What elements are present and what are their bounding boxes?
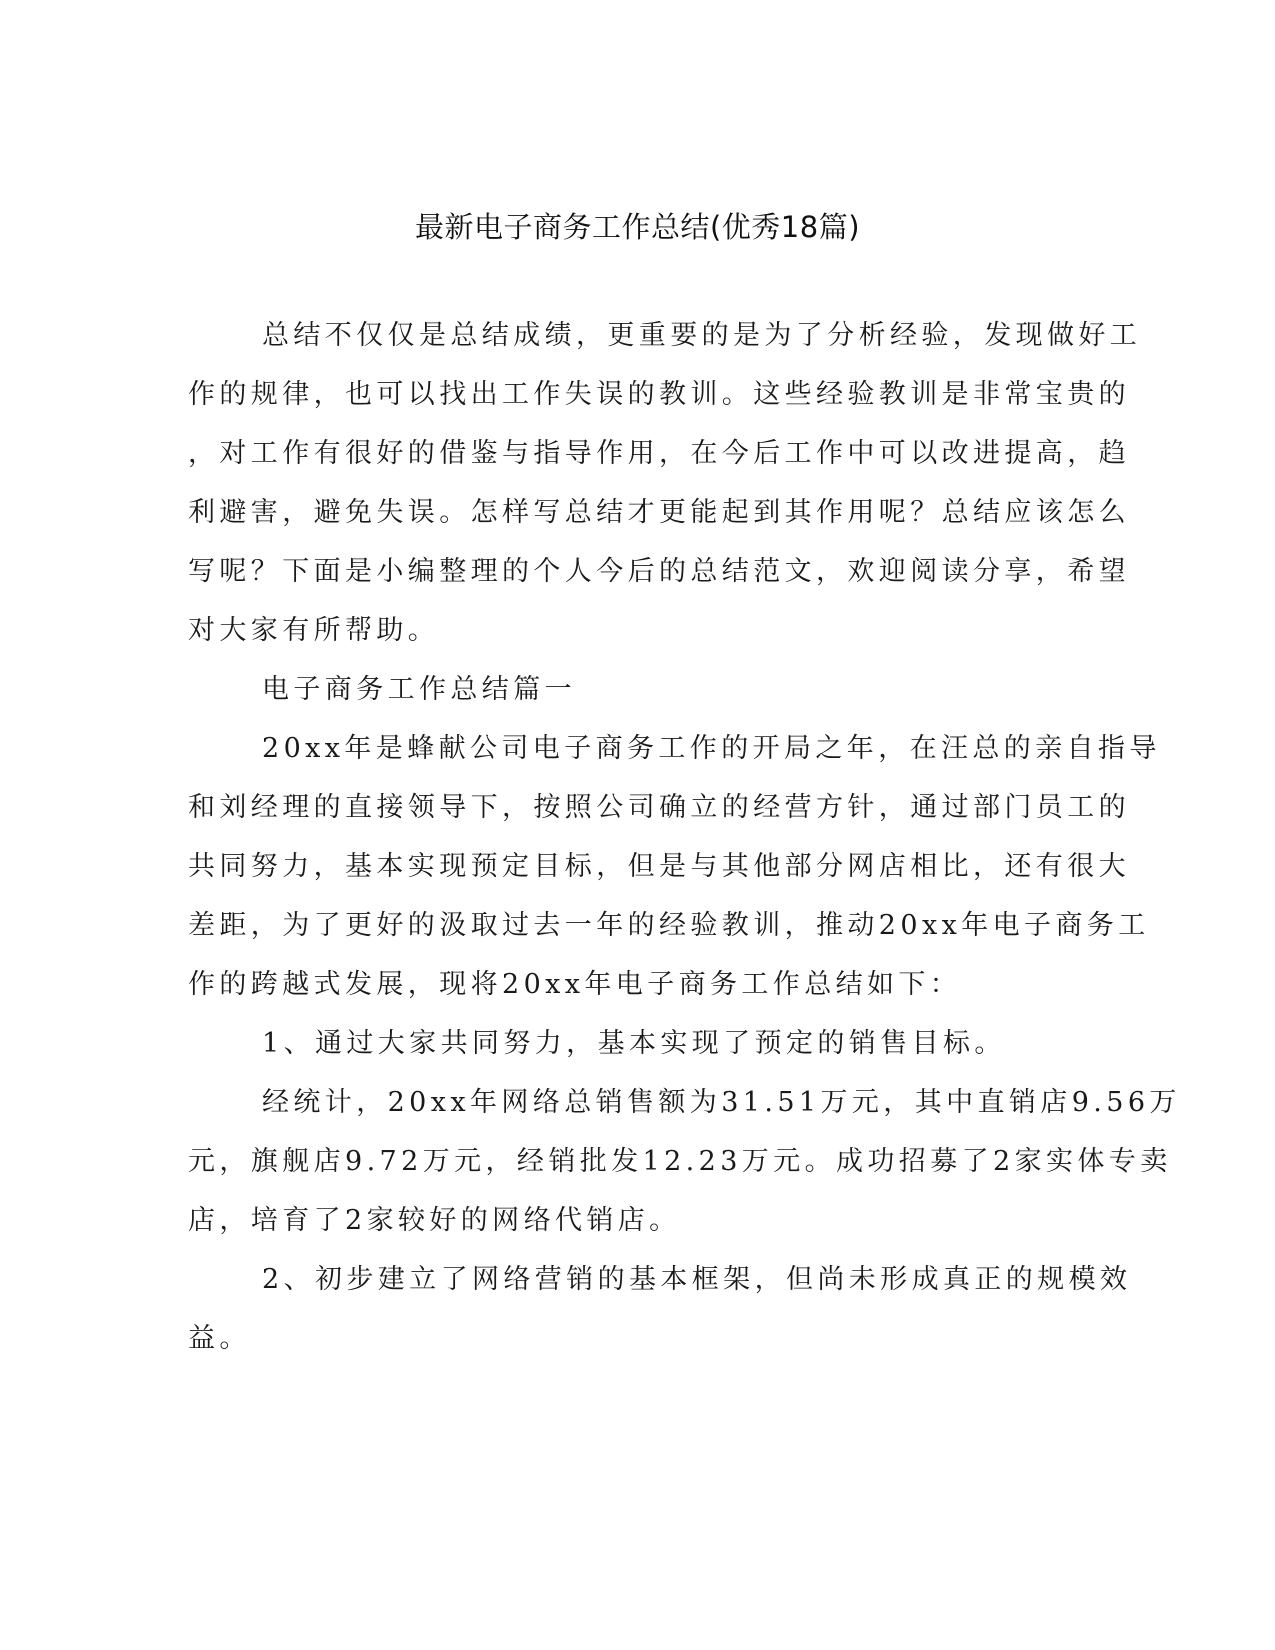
body-line-2: 和刘经理的直接领导下，按照公司确立的经营方针，通过部门员工的 (188, 792, 1130, 823)
intro-line-2: 作的规律，也可以找出工作失误的教训。这些经验教训是非常宝贵的 (188, 379, 1130, 410)
body-line-5: 作的跨越式发展，现将20xx年电子商务工作总结如下： (188, 969, 962, 1000)
stats-line-3: 店，培育了2家较好的网络代销店。 (188, 1205, 681, 1236)
intro-line-5: 写呢？下面是小编整理的个人今后的总结范文，欢迎阅读分享，希望 (188, 556, 1130, 587)
body-line-1: 20xx年是蜂献公司电子商务工作的开局之年，在汪总的亲自指导 (262, 733, 1161, 764)
point-1: 1、通过大家共同努力，基本实现了预定的销售目标。 (262, 1028, 1006, 1059)
document-title: 最新电子商务工作总结(优秀18篇) (414, 210, 861, 244)
intro-line-3: ，对工作有很好的借鉴与指导作用，在今后工作中可以改进提高，趋 (188, 438, 1130, 469)
point-2-cont: 益。 (188, 1323, 251, 1354)
point-2: 2、初步建立了网络营销的基本框架，但尚未形成真正的规模效 (262, 1264, 1132, 1295)
body-line-4: 差距，为了更好的汲取过去一年的经验教训，推动20xx年电子商务工 (188, 910, 1150, 941)
intro-line-1: 总结不仅仅是总结成绩，更重要的是为了分析经验，发现做好工 (262, 320, 1142, 351)
body-line-3: 共同努力，基本实现预定目标，但是与其他部分网店相比，还有很大 (188, 851, 1130, 882)
section-heading: 电子商务工作总结篇一 (262, 674, 576, 705)
stats-line-1: 经统计，20xx年网络总销售额为31.51万元，其中直销店9.56万 (262, 1087, 1181, 1118)
intro-line-4: 利避害，避免失误。怎样写总结才更能起到其作用呢？总结应该怎么 (188, 497, 1130, 528)
stats-line-2: 元，旗舰店9.72万元，经销批发12.23万元。成功招募了2家实体专卖 (188, 1146, 1172, 1177)
intro-line-6: 对大家有所帮助。 (188, 615, 440, 646)
